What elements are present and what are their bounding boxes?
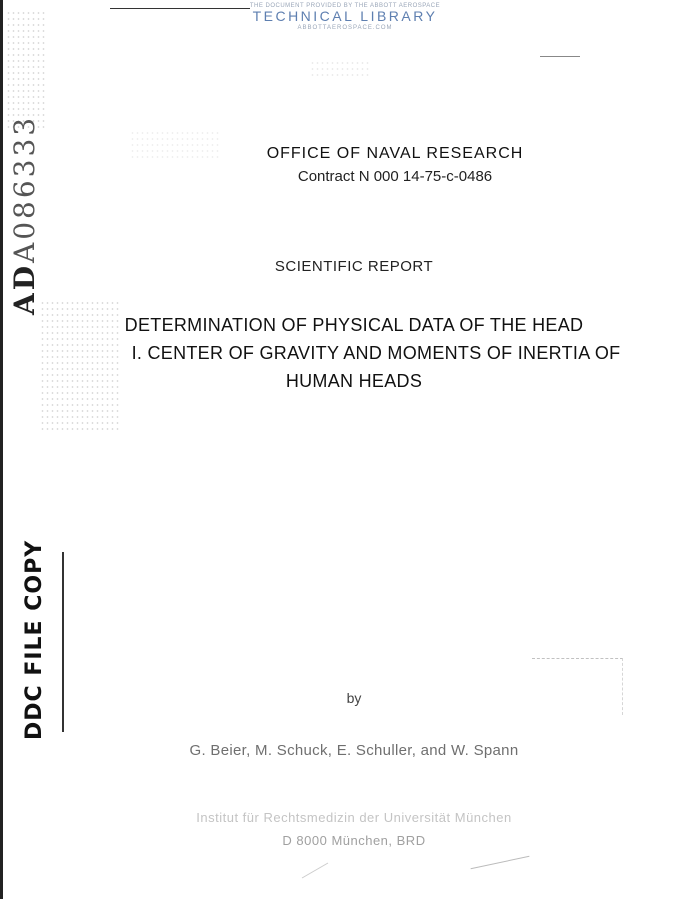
ad-number-digits: A086333: [8, 114, 41, 263]
scan-edge: [0, 0, 3, 899]
agency-name: OFFICE OF NAVAL RESEARCH: [266, 145, 524, 162]
ad-accession-number: [8, 85, 48, 315]
report-title-line-2: I. CENTER OF GRAVITY AND MOMENTS OF INERTIA OF: [131, 343, 621, 363]
scan-noise: [310, 60, 370, 80]
ad-prefix: AD: [8, 262, 41, 315]
signature-scribble: [471, 856, 530, 869]
scan-line: [110, 8, 250, 9]
stamp-technical-library: TECHNICAL LIBRARY: [252, 8, 438, 24]
authors: G. Beier, M. Schuck, E. Schuller, and W. Spann: [189, 742, 519, 759]
report-title-line-3: HUMAN HEADS: [285, 371, 423, 391]
report-title-line-1: DETERMINATION OF PHYSICAL DATA OF THE HEAD: [124, 315, 584, 335]
report-type: SCIENTIFIC REPORT: [274, 258, 434, 275]
stamp-provided-by: THE DOCUMENT PROVIDED BY THE ABBOTT AEROSPACE: [249, 3, 441, 9]
scan-line: [540, 56, 580, 57]
ddc-file-copy-stamp: DDC FILE COPY: [22, 539, 47, 740]
faint-stamp-box: [532, 658, 623, 715]
stamp-url: ABBOTTAEROSPACE.COM: [297, 25, 393, 31]
institution-address: D 8000 München, BRD: [282, 833, 426, 848]
contract-number: Contract N 000 14-75-c-0486: [297, 168, 493, 185]
signature-scribble: [302, 863, 328, 879]
by-label: by: [346, 690, 362, 706]
institution: Institut für Rechtsmedizin der Universität München: [196, 810, 512, 825]
